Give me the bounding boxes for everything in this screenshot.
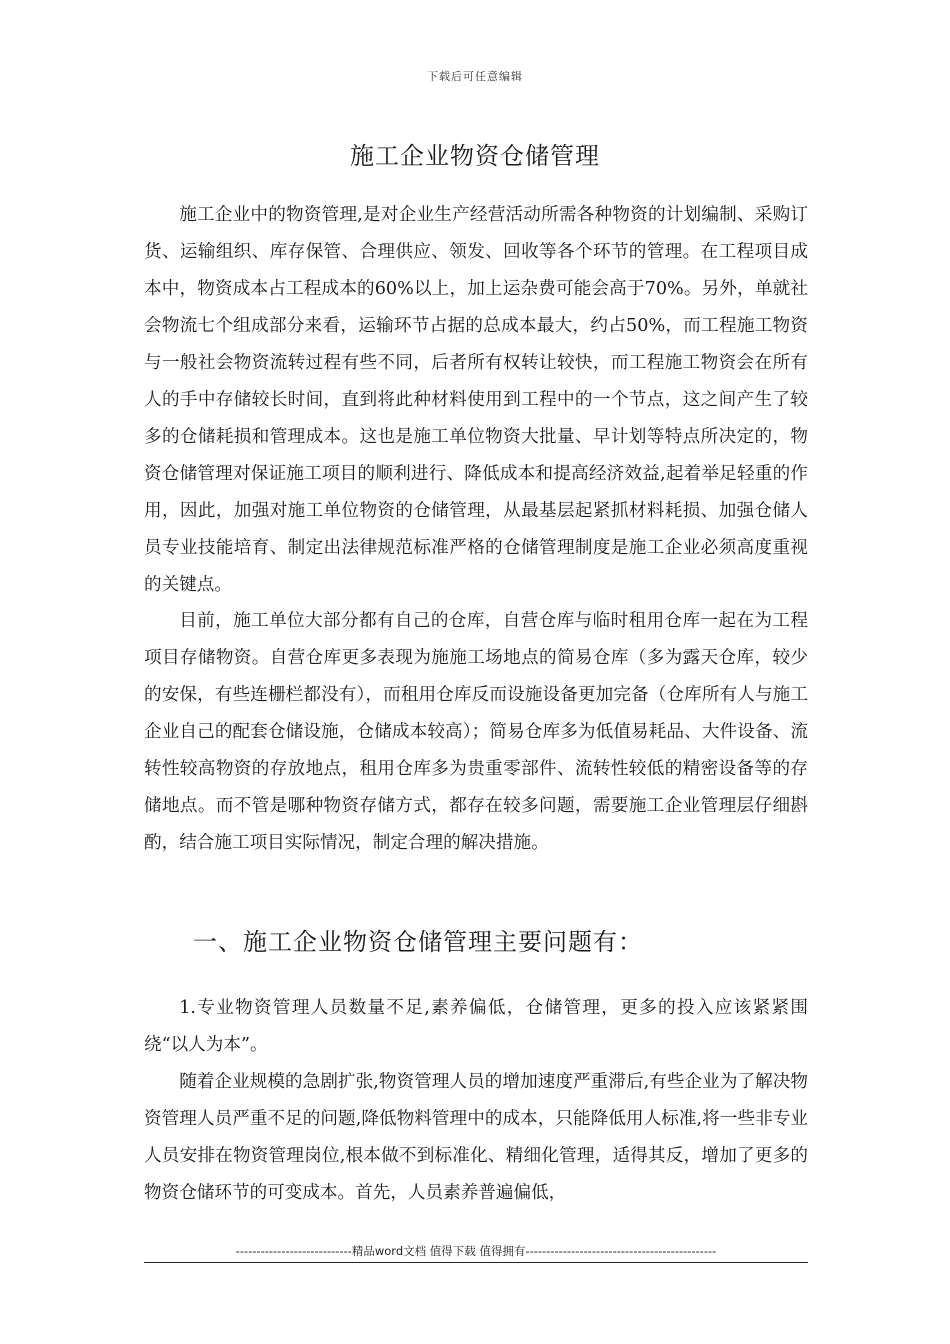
paragraph-2: 目前，施工单位大部分都有自己的仓库，自营仓库与临时租用仓库一起在为工程项目存储物资。自营仓库更多表现为施施工场地点的简易仓库（多为露天仓库，较少的安保，有些连栅栏都没有），而租用仓库反而设施设备更加完备（仓库所有人与施工企业自己的配套仓储设施，仓储成本较高）；简易仓库多为低值易耗品、大件设备、流转性较高物资的存放地点，租用仓库多为贵重零部件、流转性较低的精密设备等的存储地点。而不管是哪种物资存储方式，都存在较多问题，需要施工企业管理层仔细斟酌，结合施工项目实际情况，制定合理的解决措施。 (144, 611, 808, 853)
intro-section-2 (144, 603, 808, 862)
paragraph-1: 施工企业中的物资管理,是对企业生产经营活动所需各种物资的计划编制、采购订货、运输组织、库存保管、合理供应、领发、回收等各个环节的管理。在工程项目成本中，物资成本占工程成本的60%以上，加上运杂费可能会高于70%。另外，单就社会物流七个组成部分来看，运输环节占据的总成本最大，约占50%，而工程施工物资与一般社会物资流转过程有些不同，后者所有权转让较快，而工程施工物资会在所有人的手中存储较长时间，直到将此种材料使用到工程中的一个节点，这之间产生了较多的仓储耗损和管理成本。这也是施工单位物资大批量、早计划等特点所决定的，物资仓储管理对保证施工项目的顺利进行、降低成本和提高经济效益,起着举足轻重的作用，因此，加强对施工单位物资的仓储管理，从最基层起紧抓材料耗损、加强仓储人员专业技能培育、制定出法律规范标准严格的仓储管理制度是施工企业必须高度重视的关键点。 (144, 205, 808, 595)
section-1-body (144, 990, 808, 1212)
section-1-heading: 一、施工企业物资仓储管理主要问题有： (193, 928, 643, 956)
document-title: 施工企业物资仓储管理 (350, 142, 600, 170)
intro-section (144, 197, 808, 604)
page-header: 下载后可任意编辑 (427, 70, 523, 83)
page-footer: ----------------------------精品word文档 值得下载 值得拥有---------------------------------------------- (235, 1244, 717, 1258)
section-1-paragraph-1: 1.专业物资管理人员数量不足,素养偏低，仓储管理，更多的投入应该紧紧围绕“以人为本”。 (144, 998, 808, 1055)
section-1-paragraph-2: 随着企业规模的急剧扩张,物资管理人员的增加速度严重滞后,有些企业为了解决物资管理人员严重不足的问题,降低物料管理中的成本，只能降低用人标准,将一些非专业人员安排在物资管理岗位,根本做不到标准化、精细化管理，适得其反，增加了更多的物资仓储环节的可变成本。首先，人员素养普遍偏低， (144, 1072, 808, 1203)
footer-divider (144, 1262, 808, 1263)
